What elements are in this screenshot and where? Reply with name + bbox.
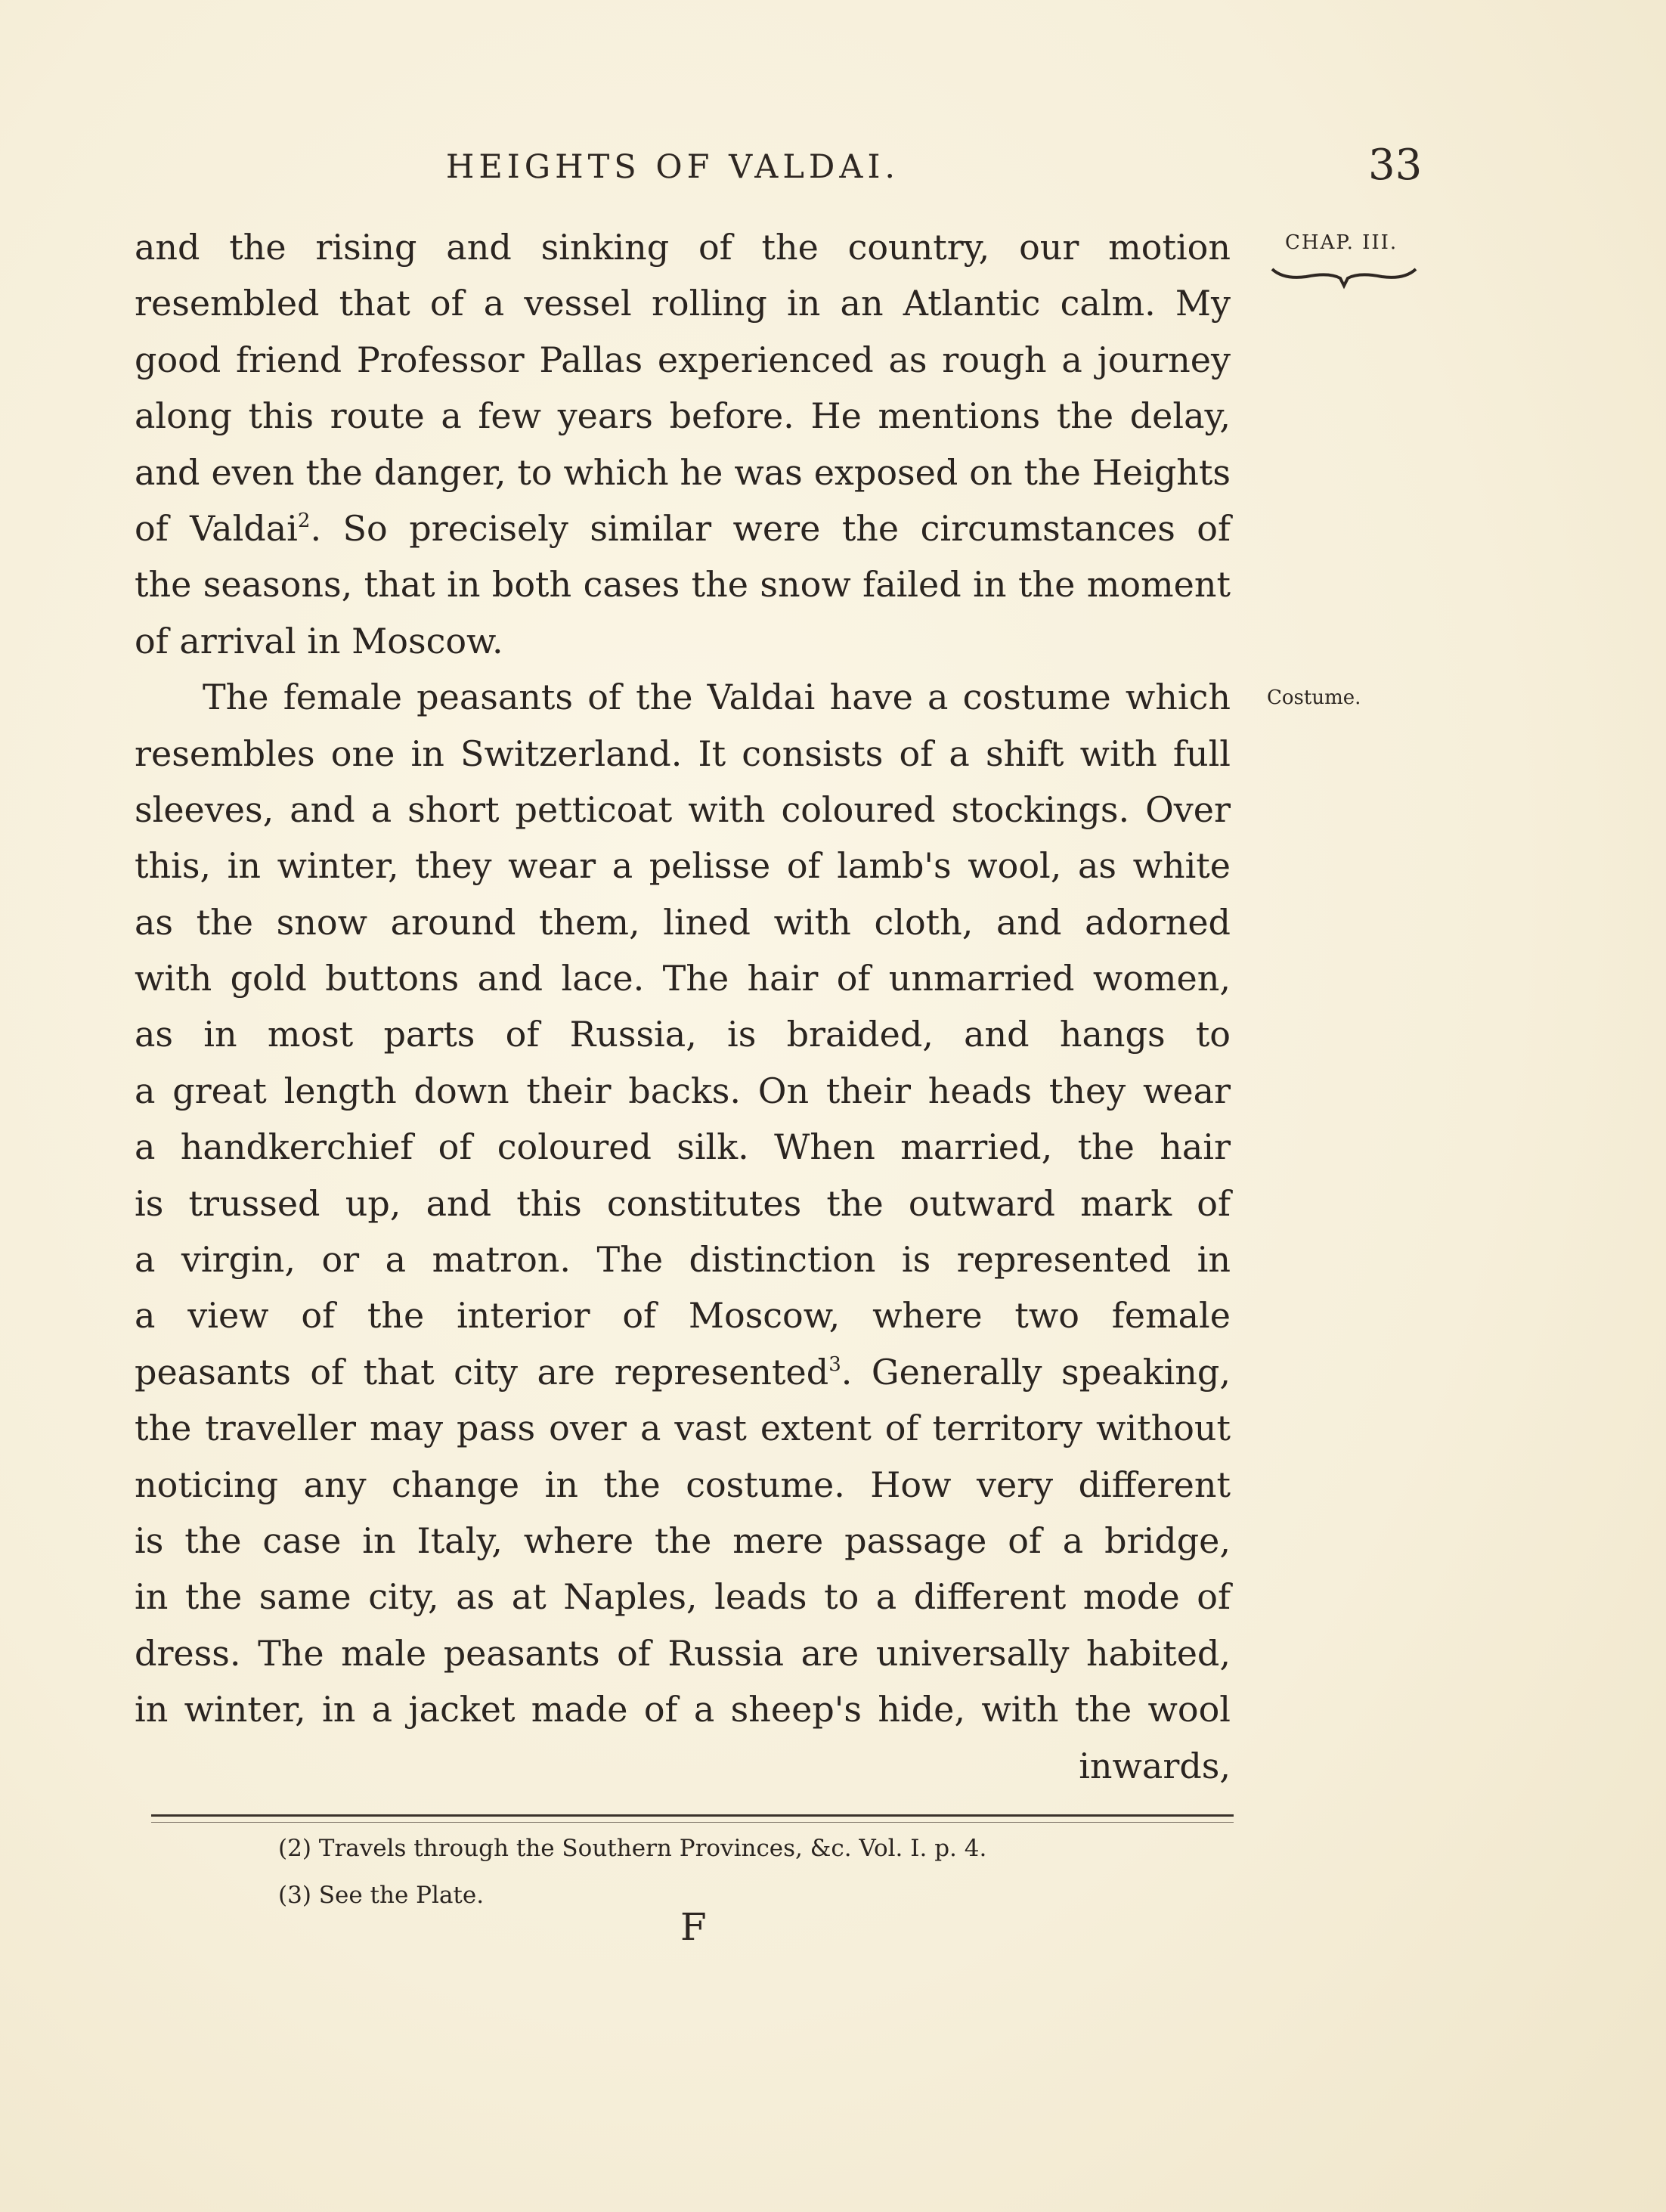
- text-line: a great length down their backs. On their heads they wear: [135, 1070, 1231, 1111]
- text-line: The female peasants of the Valdai have a costume which: [203, 677, 1231, 718]
- page-number: 33: [1368, 141, 1423, 190]
- text-segment: peasants of that city are represented: [135, 1351, 829, 1393]
- footnote-ref-3: 3: [828, 1352, 841, 1376]
- costume-sidenote: Costume.: [1267, 686, 1361, 709]
- text-line: and even the danger, to which he was exposed on the Heights: [135, 451, 1231, 493]
- text-line: a view of the interior of Moscow, where two female: [135, 1295, 1231, 1337]
- text-line: good friend Professor Pallas experienced as rough a journey: [135, 339, 1231, 380]
- chapter-marginal-note: CHAP. III.: [1285, 231, 1398, 254]
- footnote-2: (2) Travels through the Southern Provinces, &c. Vol. I. p. 4.: [278, 1835, 987, 1862]
- text-segment: . Generally speaking,: [841, 1351, 1231, 1393]
- running-head: HEIGHTS OF VALDAI.: [445, 148, 900, 186]
- text-line: [135, 500, 1231, 556]
- text-line: sleeves, and a short petticoat with coloured stockings. Over: [135, 788, 1231, 830]
- text-segment: . So precisely similar were the circumstances of: [310, 507, 1231, 549]
- signature-mark: F: [680, 1905, 707, 1949]
- text-line: this, in winter, they wear a pelisse of lamb's wool, as white: [135, 845, 1231, 887]
- text-line: the seasons, that in both cases the snow failed in the moment: [135, 564, 1231, 606]
- text-line: a handkerchief of coloured silk. When married, the hair: [135, 1126, 1231, 1168]
- text-line: dress. The male peasants of Russia are universally habited,: [135, 1632, 1231, 1674]
- text-line: resembles one in Switzerland. It consists of a shift with full: [135, 733, 1231, 774]
- body-text: [135, 219, 1231, 1794]
- text-line: and the rising and sinking of the country, our motion: [135, 227, 1231, 268]
- footnote-divider-thin: [151, 1822, 1234, 1823]
- footnote-3: (3) See the Plate.: [278, 1882, 485, 1909]
- text-line: with gold buttons and lace. The hair of unmarried women,: [135, 958, 1231, 999]
- text-line: resembled that of a vessel rolling in an Atlantic calm. My: [135, 283, 1231, 324]
- footnote-ref-2: 2: [297, 509, 311, 532]
- text-line: the traveller may pass over a vast extent of territory without: [135, 1408, 1231, 1449]
- text-line: in winter, in a jacket made of a sheep's hide, with the wool: [135, 1689, 1231, 1730]
- footnote-divider: [151, 1814, 1234, 1817]
- text-line: of arrival in Moscow.: [135, 620, 503, 661]
- text-line: in the same city, as at Naples, leads to a different mode of: [135, 1576, 1231, 1618]
- text-line: [135, 1344, 1231, 1400]
- text-segment: of Valdai: [135, 507, 298, 549]
- text-line: as in most parts of Russia, is braided, and hangs to: [135, 1014, 1231, 1055]
- brace-ornament-icon: [1268, 263, 1420, 293]
- text-line: is the case in Italy, where the mere passage of a bridge,: [135, 1520, 1231, 1561]
- text-line: a virgin, or a matron. The distinction is represented in: [135, 1239, 1231, 1281]
- text-line: noticing any change in the costume. How very different: [135, 1464, 1231, 1505]
- text-line: is trussed up, and this constitutes the outward mark of: [135, 1182, 1231, 1224]
- text-line: as the snow around them, lined with cloth, and adorned: [135, 901, 1231, 943]
- text-line: inwards,: [1079, 1745, 1231, 1786]
- footnotes: [278, 1825, 986, 1919]
- text-line: along this route a few years before. He mentions the delay,: [135, 395, 1231, 437]
